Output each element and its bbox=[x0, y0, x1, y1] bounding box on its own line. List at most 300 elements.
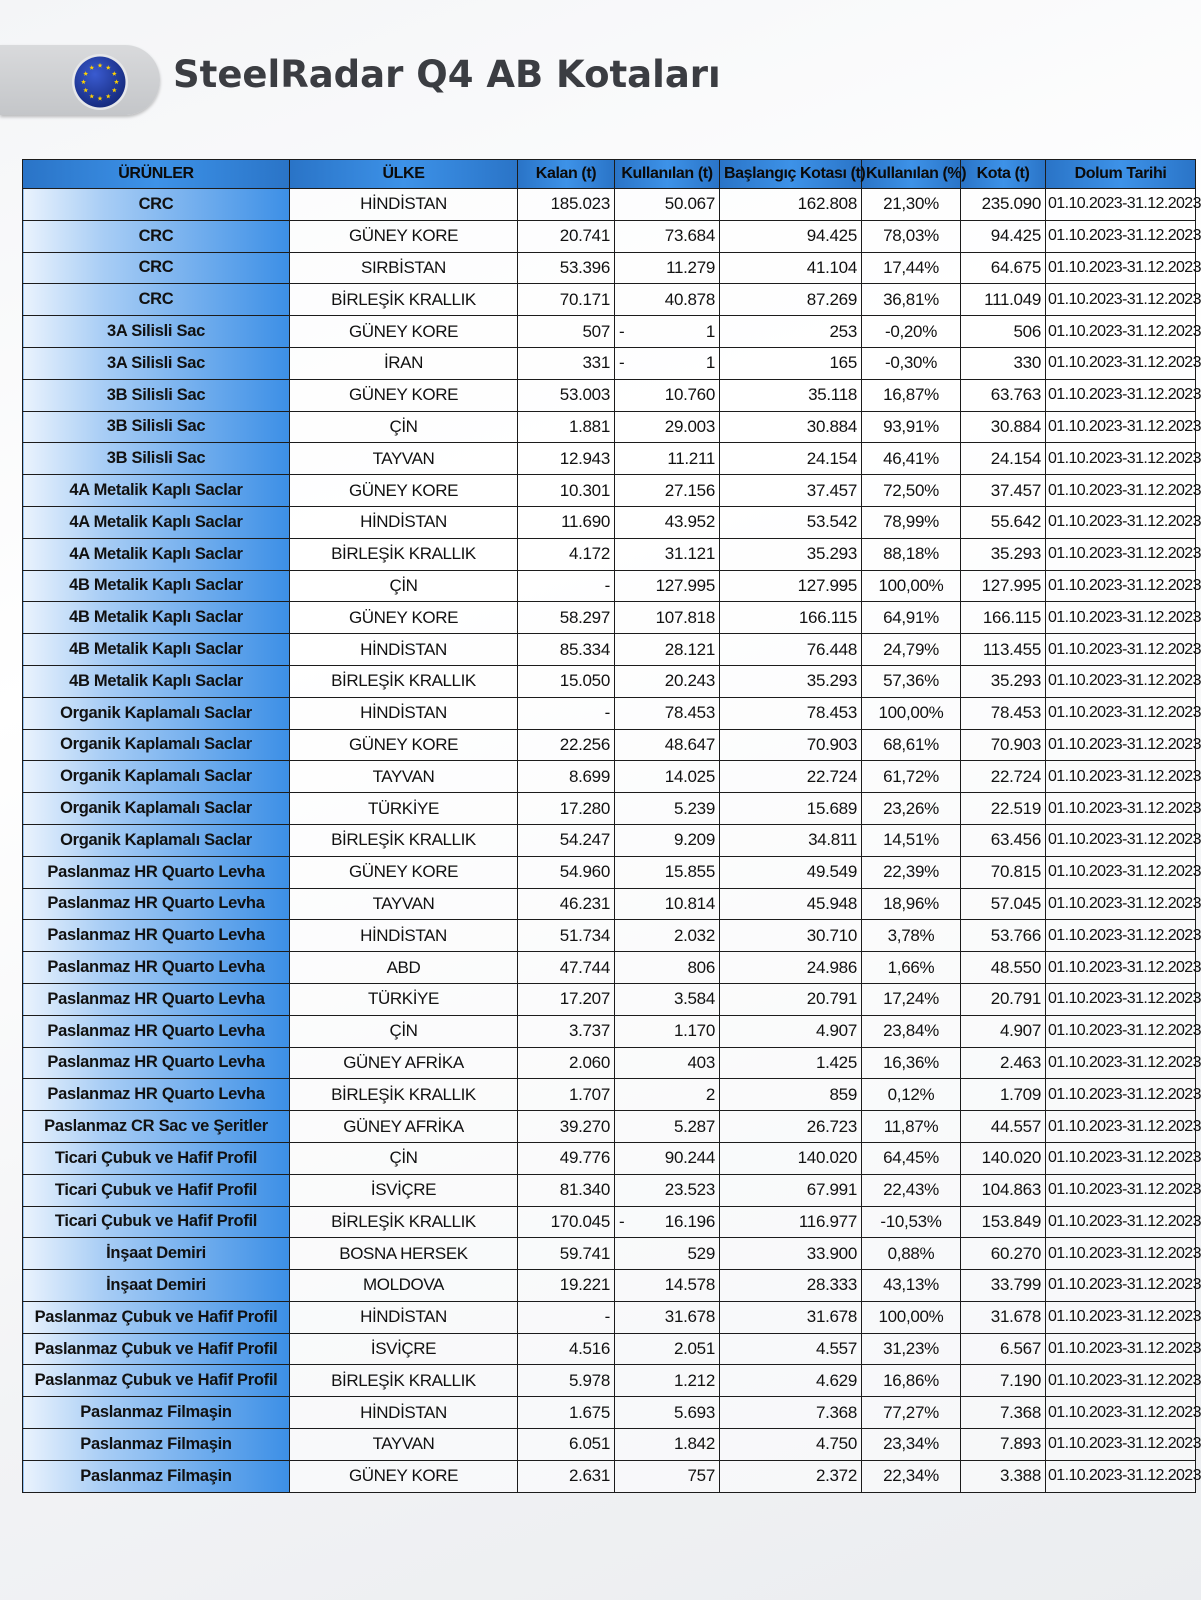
used-cell-text: 529 bbox=[687, 1243, 715, 1263]
country-cell bbox=[290, 634, 518, 666]
used-percent-cell bbox=[862, 1079, 961, 1111]
remaining-cell-text: 2.060 bbox=[568, 1052, 610, 1072]
used-cell-text: 20.243 bbox=[664, 671, 715, 691]
product-cell-text: İnşaat Demiri bbox=[106, 1275, 206, 1294]
country-cell bbox=[290, 1142, 518, 1174]
table-row bbox=[23, 634, 1196, 666]
remaining-cell bbox=[518, 1397, 615, 1429]
used-percent-cell-text: 88,18% bbox=[883, 544, 939, 564]
country-cell bbox=[290, 252, 518, 284]
country-cell bbox=[290, 856, 518, 888]
negative-sign: - bbox=[619, 321, 625, 341]
initial-quota-cell-text: 4.629 bbox=[815, 1370, 857, 1390]
product-cell bbox=[23, 952, 290, 984]
fill-date-cell bbox=[1046, 793, 1201, 825]
used-cell bbox=[615, 284, 720, 316]
used-cell bbox=[615, 1365, 720, 1397]
quota-cell-text: 48.550 bbox=[990, 957, 1041, 977]
product-cell-text: 4A Metalik Kaplı Saclar bbox=[69, 481, 243, 500]
used-cell-text: 11.279 bbox=[666, 257, 715, 277]
country-cell bbox=[290, 284, 518, 316]
fill-date-cell-text: 01.10.2023-31.12.2023 bbox=[1048, 1276, 1201, 1294]
used-percent-cell bbox=[862, 952, 961, 984]
table-row bbox=[23, 824, 1196, 856]
fill-date-cell bbox=[1046, 1206, 1201, 1238]
used-cell bbox=[615, 952, 720, 984]
quota-table-container bbox=[22, 159, 1201, 1493]
initial-quota-cell-text: 53.542 bbox=[806, 512, 857, 532]
initial-quota-cell bbox=[720, 252, 862, 284]
quota-cell bbox=[961, 1206, 1046, 1238]
used-cell-text: 90.244 bbox=[664, 1148, 715, 1168]
used-percent-cell-text: 100,00% bbox=[878, 575, 944, 595]
quota-cell-text: 78.453 bbox=[990, 703, 1041, 723]
product-cell-text: Organik Kaplamalı Saclar bbox=[60, 767, 252, 786]
quota-cell bbox=[961, 1301, 1046, 1333]
table-row bbox=[23, 1047, 1196, 1079]
product-cell-text: Paslanmaz Çubuk ve Hafif Profil bbox=[34, 1371, 278, 1390]
remaining-cell bbox=[518, 252, 615, 284]
table-row bbox=[23, 920, 1196, 952]
product-cell-text: Paslanmaz HR Quarto Levha bbox=[47, 989, 265, 1008]
country-cell-text: GÜNEY KORE bbox=[348, 862, 459, 882]
fill-date-cell bbox=[1046, 697, 1201, 729]
initial-quota-cell bbox=[720, 1365, 862, 1397]
remaining-cell-text: 17.207 bbox=[559, 989, 610, 1009]
initial-quota-cell-text: 70.903 bbox=[806, 734, 857, 754]
used-cell-text: 14.578 bbox=[664, 1275, 715, 1295]
remaining-cell bbox=[518, 1047, 615, 1079]
quota-cell-text: 7.893 bbox=[999, 1434, 1041, 1454]
quota-cell bbox=[961, 1429, 1046, 1461]
used-cell-text: 2.051 bbox=[673, 1339, 715, 1359]
used-percent-cell-text: 1,66% bbox=[887, 957, 935, 977]
initial-quota-cell-text: 34.811 bbox=[808, 830, 857, 850]
country-cell-text: ÇİN bbox=[389, 575, 418, 595]
country-cell bbox=[290, 1397, 518, 1429]
remaining-cell bbox=[518, 189, 615, 221]
product-cell bbox=[23, 1365, 290, 1397]
country-cell bbox=[290, 1047, 518, 1079]
country-cell-text: ÇİN bbox=[389, 1021, 418, 1041]
product-cell-text: Ticari Çubuk ve Hafif Profil bbox=[54, 1148, 258, 1167]
initial-quota-cell-text: 30.710 bbox=[806, 925, 857, 945]
initial-quota-cell-text: 94.425 bbox=[806, 226, 857, 246]
quota-cell bbox=[961, 1365, 1046, 1397]
country-cell-text: BİRLEŞİK KRALLIK bbox=[331, 289, 476, 309]
fill-date-cell bbox=[1046, 220, 1201, 252]
used-cell bbox=[615, 1079, 720, 1111]
quota-cell-text: 70.903 bbox=[990, 734, 1041, 754]
fill-date-cell-text: 01.10.2023-31.12.2023 bbox=[1048, 1371, 1201, 1389]
country-cell bbox=[290, 1079, 518, 1111]
used-cell-text: 28.121 bbox=[664, 639, 715, 659]
country-cell bbox=[290, 729, 518, 761]
initial-quota-cell bbox=[720, 1429, 862, 1461]
country-cell bbox=[290, 793, 518, 825]
column-header-initial-quota: Başlangıç Kotası (t) bbox=[720, 160, 862, 189]
country-cell-text: HİNDİSTAN bbox=[360, 1402, 447, 1422]
country-cell bbox=[290, 1301, 518, 1333]
country-cell-text: İRAN bbox=[383, 353, 424, 373]
remaining-cell bbox=[518, 1142, 615, 1174]
remaining-cell bbox=[518, 952, 615, 984]
used-percent-cell bbox=[862, 379, 961, 411]
country-cell-text: TÜRKİYE bbox=[368, 989, 439, 1009]
used-cell bbox=[615, 1429, 720, 1461]
used-percent-cell-text: 46,41% bbox=[883, 448, 939, 468]
country-cell bbox=[290, 506, 518, 538]
initial-quota-cell bbox=[720, 284, 862, 316]
product-cell bbox=[23, 793, 290, 825]
quota-cell-text: 63.456 bbox=[990, 830, 1041, 850]
used-percent-cell bbox=[862, 761, 961, 793]
used-cell bbox=[615, 888, 720, 920]
initial-quota-cell-text: 140.020 bbox=[797, 1148, 857, 1168]
quota-cell bbox=[961, 379, 1046, 411]
product-cell bbox=[23, 1238, 290, 1270]
remaining-cell bbox=[518, 697, 615, 729]
used-cell-text: 15.855 bbox=[664, 862, 715, 882]
product-cell bbox=[23, 920, 290, 952]
table-row bbox=[23, 602, 1196, 634]
used-cell bbox=[615, 634, 720, 666]
quota-cell-text: 506 bbox=[1013, 321, 1041, 341]
remaining-cell bbox=[518, 888, 615, 920]
quota-cell-text: 22.519 bbox=[990, 798, 1041, 818]
remaining-cell-text: 19.221 bbox=[559, 1275, 610, 1295]
table-row bbox=[23, 1111, 1196, 1143]
used-percent-cell-text: 36,81% bbox=[883, 289, 939, 309]
initial-quota-cell bbox=[720, 220, 862, 252]
quota-cell-text: 60.270 bbox=[990, 1243, 1041, 1263]
used-percent-cell bbox=[862, 570, 961, 602]
fill-date-cell bbox=[1046, 1047, 1201, 1079]
product-cell-text: 3B Silisli Sac bbox=[106, 417, 206, 436]
fill-date-cell-text: 01.10.2023-31.12.2023 bbox=[1048, 227, 1201, 245]
used-percent-cell bbox=[862, 856, 961, 888]
quota-cell-text: 111.049 bbox=[984, 289, 1041, 309]
quota-cell bbox=[961, 475, 1046, 507]
initial-quota-cell bbox=[720, 1397, 862, 1429]
quota-cell-text: 24.154 bbox=[990, 448, 1041, 468]
country-cell-text: TAYVAN bbox=[372, 448, 435, 468]
quota-cell bbox=[961, 284, 1046, 316]
country-cell-text: TAYVAN bbox=[372, 766, 435, 786]
initial-quota-cell bbox=[720, 475, 862, 507]
table-row bbox=[23, 1142, 1196, 1174]
fill-date-cell-text: 01.10.2023-31.12.2023 bbox=[1048, 767, 1201, 785]
used-cell-text: 1 bbox=[705, 353, 715, 373]
remaining-cell bbox=[518, 1206, 615, 1238]
quota-cell-text: 94.425 bbox=[990, 226, 1041, 246]
used-percent-cell bbox=[862, 1111, 961, 1143]
fill-date-cell bbox=[1046, 824, 1201, 856]
remaining-cell bbox=[518, 1333, 615, 1365]
country-cell bbox=[290, 538, 518, 570]
column-header-quota: Kota (t) bbox=[961, 160, 1046, 189]
fill-date-cell bbox=[1046, 665, 1201, 697]
fill-date-cell bbox=[1046, 443, 1201, 475]
country-cell-text: GÜNEY KORE bbox=[348, 607, 459, 627]
used-percent-cell-text: 22,34% bbox=[883, 1466, 939, 1486]
quota-cell-text: 153.849 bbox=[981, 1211, 1041, 1231]
fill-date-cell-text: 01.10.2023-31.12.2023 bbox=[1048, 863, 1201, 881]
initial-quota-cell-text: 67.991 bbox=[806, 1180, 857, 1200]
quota-cell bbox=[961, 1238, 1046, 1270]
quota-cell bbox=[961, 793, 1046, 825]
product-cell-text: CRC bbox=[138, 194, 174, 213]
used-percent-cell-text: 0,12% bbox=[887, 1084, 935, 1104]
remaining-cell-text: 54.960 bbox=[559, 862, 610, 882]
remaining-cell bbox=[518, 634, 615, 666]
product-cell-text: Paslanmaz HR Quarto Levha bbox=[47, 926, 265, 945]
fill-date-cell-text: 01.10.2023-31.12.2023 bbox=[1048, 1435, 1201, 1453]
used-cell-text: 10.760 bbox=[664, 385, 715, 405]
remaining-cell-text: 331 bbox=[582, 353, 610, 373]
product-cell bbox=[23, 729, 290, 761]
initial-quota-cell bbox=[720, 411, 862, 443]
used-cell-text: 1.842 bbox=[673, 1434, 715, 1454]
used-cell-text: 1.212 bbox=[673, 1370, 715, 1390]
product-cell bbox=[23, 1333, 290, 1365]
product-cell-text: 4A Metalik Kaplı Saclar bbox=[69, 544, 243, 563]
quota-cell-text: 20.791 bbox=[990, 989, 1041, 1009]
fill-date-cell-text: 01.10.2023-31.12.2023 bbox=[1048, 576, 1201, 594]
used-percent-cell-text: 3,78% bbox=[887, 925, 935, 945]
table-row bbox=[23, 538, 1196, 570]
quota-cell bbox=[961, 252, 1046, 284]
table-row bbox=[23, 665, 1196, 697]
fill-date-cell bbox=[1046, 888, 1201, 920]
used-cell bbox=[615, 220, 720, 252]
quota-cell bbox=[961, 1015, 1046, 1047]
fill-date-cell bbox=[1046, 1270, 1201, 1302]
product-cell-text: Paslanmaz HR Quarto Levha bbox=[47, 1053, 265, 1072]
used-percent-cell bbox=[862, 1397, 961, 1429]
product-cell-text: 3B Silisli Sac bbox=[106, 385, 206, 404]
country-cell-text: HİNDİSTAN bbox=[360, 639, 447, 659]
product-cell bbox=[23, 1429, 290, 1461]
product-cell bbox=[23, 538, 290, 570]
fill-date-cell-text: 01.10.2023-31.12.2023 bbox=[1048, 513, 1201, 531]
product-cell bbox=[23, 761, 290, 793]
product-cell-text: Ticari Çubuk ve Hafif Profil bbox=[54, 1212, 258, 1231]
product-cell bbox=[23, 824, 290, 856]
table-row bbox=[23, 411, 1196, 443]
quota-cell-text: 31.678 bbox=[990, 1307, 1041, 1327]
used-percent-cell-text: 57,36% bbox=[883, 671, 939, 691]
initial-quota-cell-text: 35.118 bbox=[808, 385, 857, 405]
country-cell bbox=[290, 983, 518, 1015]
used-percent-cell bbox=[862, 697, 961, 729]
initial-quota-cell-text: 165 bbox=[829, 353, 857, 373]
used-cell-text: 107.818 bbox=[655, 607, 715, 627]
initial-quota-cell-text: 37.457 bbox=[806, 480, 857, 500]
product-cell-text: 4B Metalik Kaplı Saclar bbox=[69, 608, 243, 627]
product-cell bbox=[23, 1270, 290, 1302]
remaining-cell-text: 170.045 bbox=[550, 1211, 610, 1231]
fill-date-cell-text: 01.10.2023-31.12.2023 bbox=[1048, 1149, 1201, 1167]
quota-cell bbox=[961, 952, 1046, 984]
country-cell-text: BOSNA HERSEK bbox=[339, 1243, 468, 1263]
used-cell-text: 403 bbox=[687, 1052, 715, 1072]
used-percent-cell bbox=[862, 1142, 961, 1174]
country-cell bbox=[290, 1015, 518, 1047]
fill-date-cell bbox=[1046, 506, 1201, 538]
product-cell-text: Paslanmaz Filmaşin bbox=[80, 1434, 232, 1453]
used-cell-text: 5.693 bbox=[673, 1402, 715, 1422]
initial-quota-cell-text: 4.750 bbox=[815, 1434, 857, 1454]
used-percent-cell-text: 64,45% bbox=[883, 1148, 939, 1168]
quota-cell bbox=[961, 1047, 1046, 1079]
product-cell bbox=[23, 347, 290, 379]
used-percent-cell bbox=[862, 729, 961, 761]
product-cell bbox=[23, 1079, 290, 1111]
country-cell-text: GÜNEY AFRİKA bbox=[343, 1116, 464, 1136]
product-cell bbox=[23, 888, 290, 920]
table-row bbox=[23, 1079, 1196, 1111]
initial-quota-cell bbox=[720, 1111, 862, 1143]
country-cell-text: BİRLEŞİK KRALLIK bbox=[331, 830, 476, 850]
used-percent-cell bbox=[862, 1047, 961, 1079]
table-row bbox=[23, 793, 1196, 825]
fill-date-cell-text: 01.10.2023-31.12.2023 bbox=[1048, 1467, 1201, 1485]
table-body bbox=[23, 189, 1201, 1493]
quota-cell bbox=[961, 506, 1046, 538]
product-cell bbox=[23, 1206, 290, 1238]
remaining-cell bbox=[518, 1111, 615, 1143]
country-cell bbox=[290, 1365, 518, 1397]
quota-cell bbox=[961, 538, 1046, 570]
quota-cell bbox=[961, 983, 1046, 1015]
used-cell bbox=[615, 411, 720, 443]
used-cell-text: 1 bbox=[705, 321, 715, 341]
used-percent-cell bbox=[862, 1365, 961, 1397]
product-cell bbox=[23, 665, 290, 697]
country-cell-text: HİNDİSTAN bbox=[360, 194, 447, 214]
remaining-cell-text: 54.247 bbox=[559, 830, 610, 850]
country-cell bbox=[290, 570, 518, 602]
initial-quota-cell bbox=[720, 1079, 862, 1111]
remaining-cell-text: 4.516 bbox=[568, 1339, 610, 1359]
country-cell bbox=[290, 824, 518, 856]
fill-date-cell-text: 01.10.2023-31.12.2023 bbox=[1048, 481, 1201, 499]
fill-date-cell bbox=[1046, 538, 1201, 570]
fill-date-cell-text: 01.10.2023-31.12.2023 bbox=[1048, 704, 1201, 722]
used-percent-cell-text: 61,72% bbox=[883, 766, 939, 786]
product-cell-text: 3A Silisli Sac bbox=[107, 322, 205, 341]
table-header-row bbox=[23, 160, 1196, 189]
product-cell-text: 4A Metalik Kaplı Saclar bbox=[69, 512, 243, 531]
fill-date-cell bbox=[1046, 761, 1201, 793]
table-row bbox=[23, 189, 1196, 221]
quota-cell-text: 37.457 bbox=[990, 480, 1041, 500]
used-percent-cell bbox=[862, 538, 961, 570]
fill-date-cell-text: 01.10.2023-31.12.2023 bbox=[1048, 831, 1201, 849]
initial-quota-cell bbox=[720, 793, 862, 825]
country-cell-text: BİRLEŞİK KRALLIK bbox=[331, 544, 476, 564]
product-cell bbox=[23, 634, 290, 666]
remaining-cell bbox=[518, 1174, 615, 1206]
initial-quota-cell bbox=[720, 379, 862, 411]
product-cell bbox=[23, 475, 290, 507]
fill-date-cell bbox=[1046, 634, 1201, 666]
used-percent-cell bbox=[862, 920, 961, 952]
initial-quota-cell-text: 162.808 bbox=[797, 194, 857, 214]
quota-cell bbox=[961, 634, 1046, 666]
remaining-cell-text: 47.744 bbox=[559, 957, 610, 977]
initial-quota-cell bbox=[720, 602, 862, 634]
used-cell bbox=[615, 983, 720, 1015]
used-cell-text: 29.003 bbox=[664, 416, 715, 436]
fill-date-cell-text: 01.10.2023-31.12.2023 bbox=[1048, 322, 1201, 340]
eu-flag-icon bbox=[70, 52, 130, 112]
product-cell bbox=[23, 602, 290, 634]
initial-quota-cell bbox=[720, 1301, 862, 1333]
fill-date-cell bbox=[1046, 1365, 1201, 1397]
country-cell-text: BİRLEŞİK KRALLIK bbox=[331, 1211, 476, 1231]
product-cell-text: Paslanmaz Filmaşin bbox=[80, 1403, 232, 1422]
used-cell bbox=[615, 538, 720, 570]
quota-cell bbox=[961, 920, 1046, 952]
product-cell bbox=[23, 570, 290, 602]
used-cell-text: 127.995 bbox=[655, 575, 715, 595]
quota-cell bbox=[961, 220, 1046, 252]
remaining-cell bbox=[518, 570, 615, 602]
used-cell bbox=[615, 475, 720, 507]
country-cell bbox=[290, 347, 518, 379]
table-row bbox=[23, 1238, 1196, 1270]
remaining-cell-text: 53.396 bbox=[559, 257, 610, 277]
quota-cell-text: 4.907 bbox=[999, 1021, 1041, 1041]
negative-sign: - bbox=[619, 1211, 625, 1231]
used-cell bbox=[615, 1301, 720, 1333]
quota-cell bbox=[961, 888, 1046, 920]
used-percent-cell bbox=[862, 793, 961, 825]
quota-cell bbox=[961, 1460, 1046, 1492]
product-cell bbox=[23, 1111, 290, 1143]
used-cell-text: 11.211 bbox=[667, 448, 715, 468]
quota-cell bbox=[961, 856, 1046, 888]
used-percent-cell bbox=[862, 1270, 961, 1302]
remaining-cell-text: 2.631 bbox=[568, 1466, 610, 1486]
country-cell bbox=[290, 1111, 518, 1143]
quota-cell-text: 2.463 bbox=[999, 1052, 1041, 1072]
country-cell bbox=[290, 316, 518, 348]
initial-quota-cell-text: 41.104 bbox=[806, 257, 857, 277]
used-percent-cell-text: -10,53% bbox=[880, 1211, 942, 1231]
initial-quota-cell-text: 15.689 bbox=[806, 798, 857, 818]
used-percent-cell-text: 18,96% bbox=[883, 893, 939, 913]
used-percent-cell-text: 100,00% bbox=[878, 703, 944, 723]
remaining-cell bbox=[518, 284, 615, 316]
remaining-cell-text: 185.023 bbox=[550, 194, 610, 214]
used-percent-cell bbox=[862, 888, 961, 920]
quota-cell-text: 3.388 bbox=[999, 1466, 1041, 1486]
remaining-cell-text: 1.707 bbox=[568, 1084, 610, 1104]
remaining-cell-text: - bbox=[604, 703, 610, 723]
used-percent-cell bbox=[862, 1206, 961, 1238]
remaining-cell bbox=[518, 793, 615, 825]
fill-date-cell bbox=[1046, 189, 1201, 221]
product-cell bbox=[23, 697, 290, 729]
initial-quota-cell bbox=[720, 506, 862, 538]
fill-date-cell-text: 01.10.2023-31.12.2023 bbox=[1048, 258, 1201, 276]
used-percent-cell-text: 24,79% bbox=[883, 639, 939, 659]
remaining-cell-text: 11.690 bbox=[561, 512, 610, 532]
table-row bbox=[23, 1429, 1196, 1461]
